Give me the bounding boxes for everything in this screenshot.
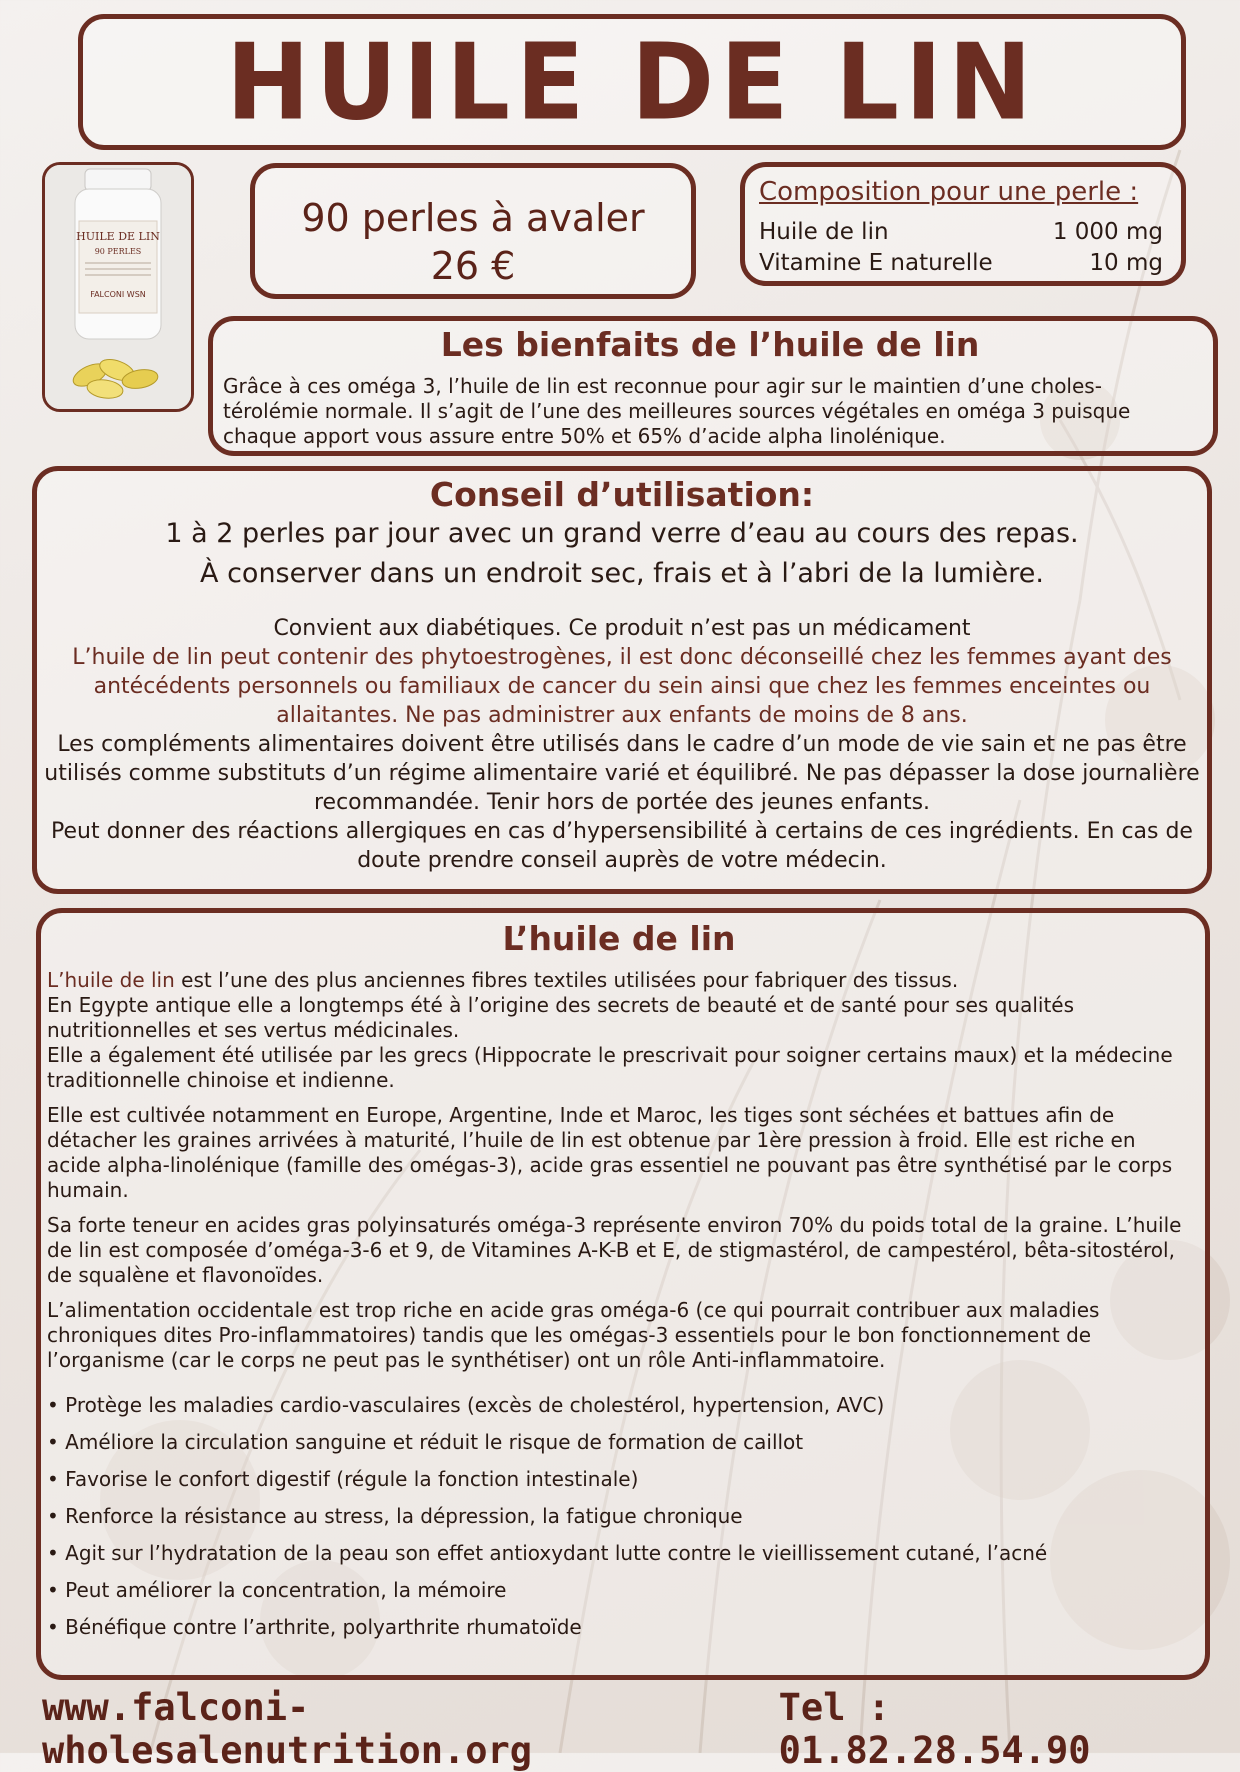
greek-paragraph: Elle a également été utilisée par les grecs (Hippocrate le prescrivait pour soigner certains maux) et la médecine traditionnelle chinoise et indienne. <box>47 1043 1173 1092</box>
complements-note: Les compléments alimentaires doivent être utilisés dans le cadre d’un mode de vie sain et ne pas être utilisés comme substituts d’un régime alimentaire varié et équilibré. Ne pas dépasser la dose journalière recommandée. Tenir hors de portée des jeunes enfants. <box>44 732 1200 815</box>
website-link[interactable]: www.falconi-wholesalenutrition.org <box>42 1686 533 1772</box>
ingredient-name: Huile de lin <box>759 219 889 245</box>
list-item: • Bénéfique contre l’arthrite, polyarthrite rhumatoïde <box>47 1615 582 1639</box>
history-lead: L’huile de lin <box>47 968 175 992</box>
history-lead-rest: est l’une des plus anciennes fibres textiles utilisées pour fabriquer des tissus. <box>174 968 959 992</box>
diet-paragraph: L’alimentation occidentale est trop riche en acide gras oméga-6 (ce qui pourrait contribuer aux maladies chroniques dites Pro-inflammatoires) tandis que les omégas-3 essentiels pour le bon fonctionnement de l’organisme (car le corps ne peut pas le synthétiser) ont un rôle Anti-inflammatoire. <box>47 1298 1100 1372</box>
dosage-text: 1 à 2 perles par jour avec un grand verre d’eau au cours des repas. <box>165 518 1079 549</box>
composition-paragraph: Sa forte teneur en acides gras polyinsaturés oméga-3 représente environ 70% du poids total de la graine. L’huile de lin est composée d’oméga-3-6 et 9, de Vitamines A-K-B et E, de stigmastérol, de campestérol, bêta-sitostérol, de squalène et flavonoïdes. <box>47 1213 1182 1287</box>
composition-title: Composition pour une perle : <box>759 177 1139 207</box>
list-item: • Améliore la circulation sanguine et réduit le risque de formation de caillot <box>47 1430 804 1454</box>
svg-text:FALCONI WSN: FALCONI WSN <box>90 290 146 299</box>
supplement-bottle-icon <box>45 165 191 409</box>
footer <box>42 1686 1212 1772</box>
storage-text: À conserver dans un endroit sec, frais et à l’abri de la lumière. <box>200 558 1044 589</box>
benefits-box <box>208 316 1218 456</box>
list-item: • Favorise le confort digestif (régule la fonction intestinale) <box>47 1467 639 1491</box>
product-photo <box>42 162 194 412</box>
list-item: • Agit sur l’hydratation de la peau son effet antioxydant lutte contre le vieillissement cutané, l’acné <box>47 1541 1048 1565</box>
usage-advice-box <box>32 466 1212 894</box>
page-title: HUILE DE LIN <box>226 20 1038 144</box>
benefits-text: Grâce à ces oméga 3, l’huile de lin est reconnue pour agir sur le maintien d’une choles-térolémie normale. Il s’agit de l’une des meilleures sources végétales en oméga 3 puisque chaque apport vous assure entre 50% et 65% d’acide alpha linolénique. <box>223 374 1131 448</box>
composition-row <box>759 217 1163 248</box>
composition-box <box>740 162 1186 286</box>
svg-text:90 PERLES: 90 PERLES <box>94 247 142 256</box>
phytoestrogen-warning: L’huile de lin peut contenir des phytoestrogènes, il est donc déconseillé chez les femmes ayant des antécédents personnels ou familiaux de cancer du sein ainsi que chez les femmes enceintes ou allaitantes. Ne pas administrer aux enfants de moins de 8 ans. <box>72 645 1172 728</box>
egypt-paragraph: En Egypte antique elle a longtemps été à l’origine des secrets de beauté et de santé pour ses qualités nutritionnelles et ses vertus médicinales. <box>47 993 1075 1042</box>
ingredient-amount: 10 mg <box>1089 250 1163 276</box>
list-item: • Peut améliorer la concentration, la mémoire <box>47 1578 507 1602</box>
cultivation-paragraph: Elle est cultivée notamment en Europe, Argentine, Inde et Maroc, les tiges sont séchées et battues afin de détacher les graines arrivées à maturité, l’huile de lin est obtenue par 1ère pression à froid. Elle est riche en acide alpha-linolénique (famille des omégas-3), acide gras essentiel ne pouvant pas être synthétisé par le corps humain. <box>47 1103 1173 1202</box>
info-title: L’huile de lin <box>502 919 736 958</box>
price-value: 26 € <box>430 244 516 288</box>
benefits-list <box>47 1393 1191 1640</box>
list-item: • Protège les maladies cardio-vasculaires (excès de cholestérol, hypertension, AVC) <box>47 1393 885 1417</box>
ingredient-name: Vitamine E naturelle <box>759 250 993 276</box>
benefits-title: Les bienfaits de l’huile de lin <box>440 325 980 364</box>
advice-notes <box>43 614 1201 875</box>
title-box <box>78 14 1186 150</box>
linseed-info-box <box>36 908 1210 1680</box>
ingredient-amount: 1 000 mg <box>1052 219 1163 245</box>
allergy-note: Peut donner des réactions allergiques en cas d’hypersensibilité à certains de ces ingrédients. En cas de doute prendre conseil auprès de votre médecin. <box>51 819 1193 873</box>
usage-advice-title: Conseil d’utilisation: <box>429 475 815 514</box>
phone-number: Tel : 01.82.28.54.90 <box>778 1686 1091 1772</box>
list-item: • Renforce la résistance au stress, la dépression, la fatigue chronique <box>47 1504 743 1528</box>
price-box <box>250 163 696 299</box>
diabetic-note: Convient aux diabétiques. Ce produit n’est pas un médicament <box>273 616 971 641</box>
composition-row <box>759 248 1163 279</box>
history-paragraph <box>47 968 1191 993</box>
pearl-count: 90 perles à avaler <box>301 196 645 240</box>
svg-text:HUILE DE LIN: HUILE DE LIN <box>76 230 160 243</box>
